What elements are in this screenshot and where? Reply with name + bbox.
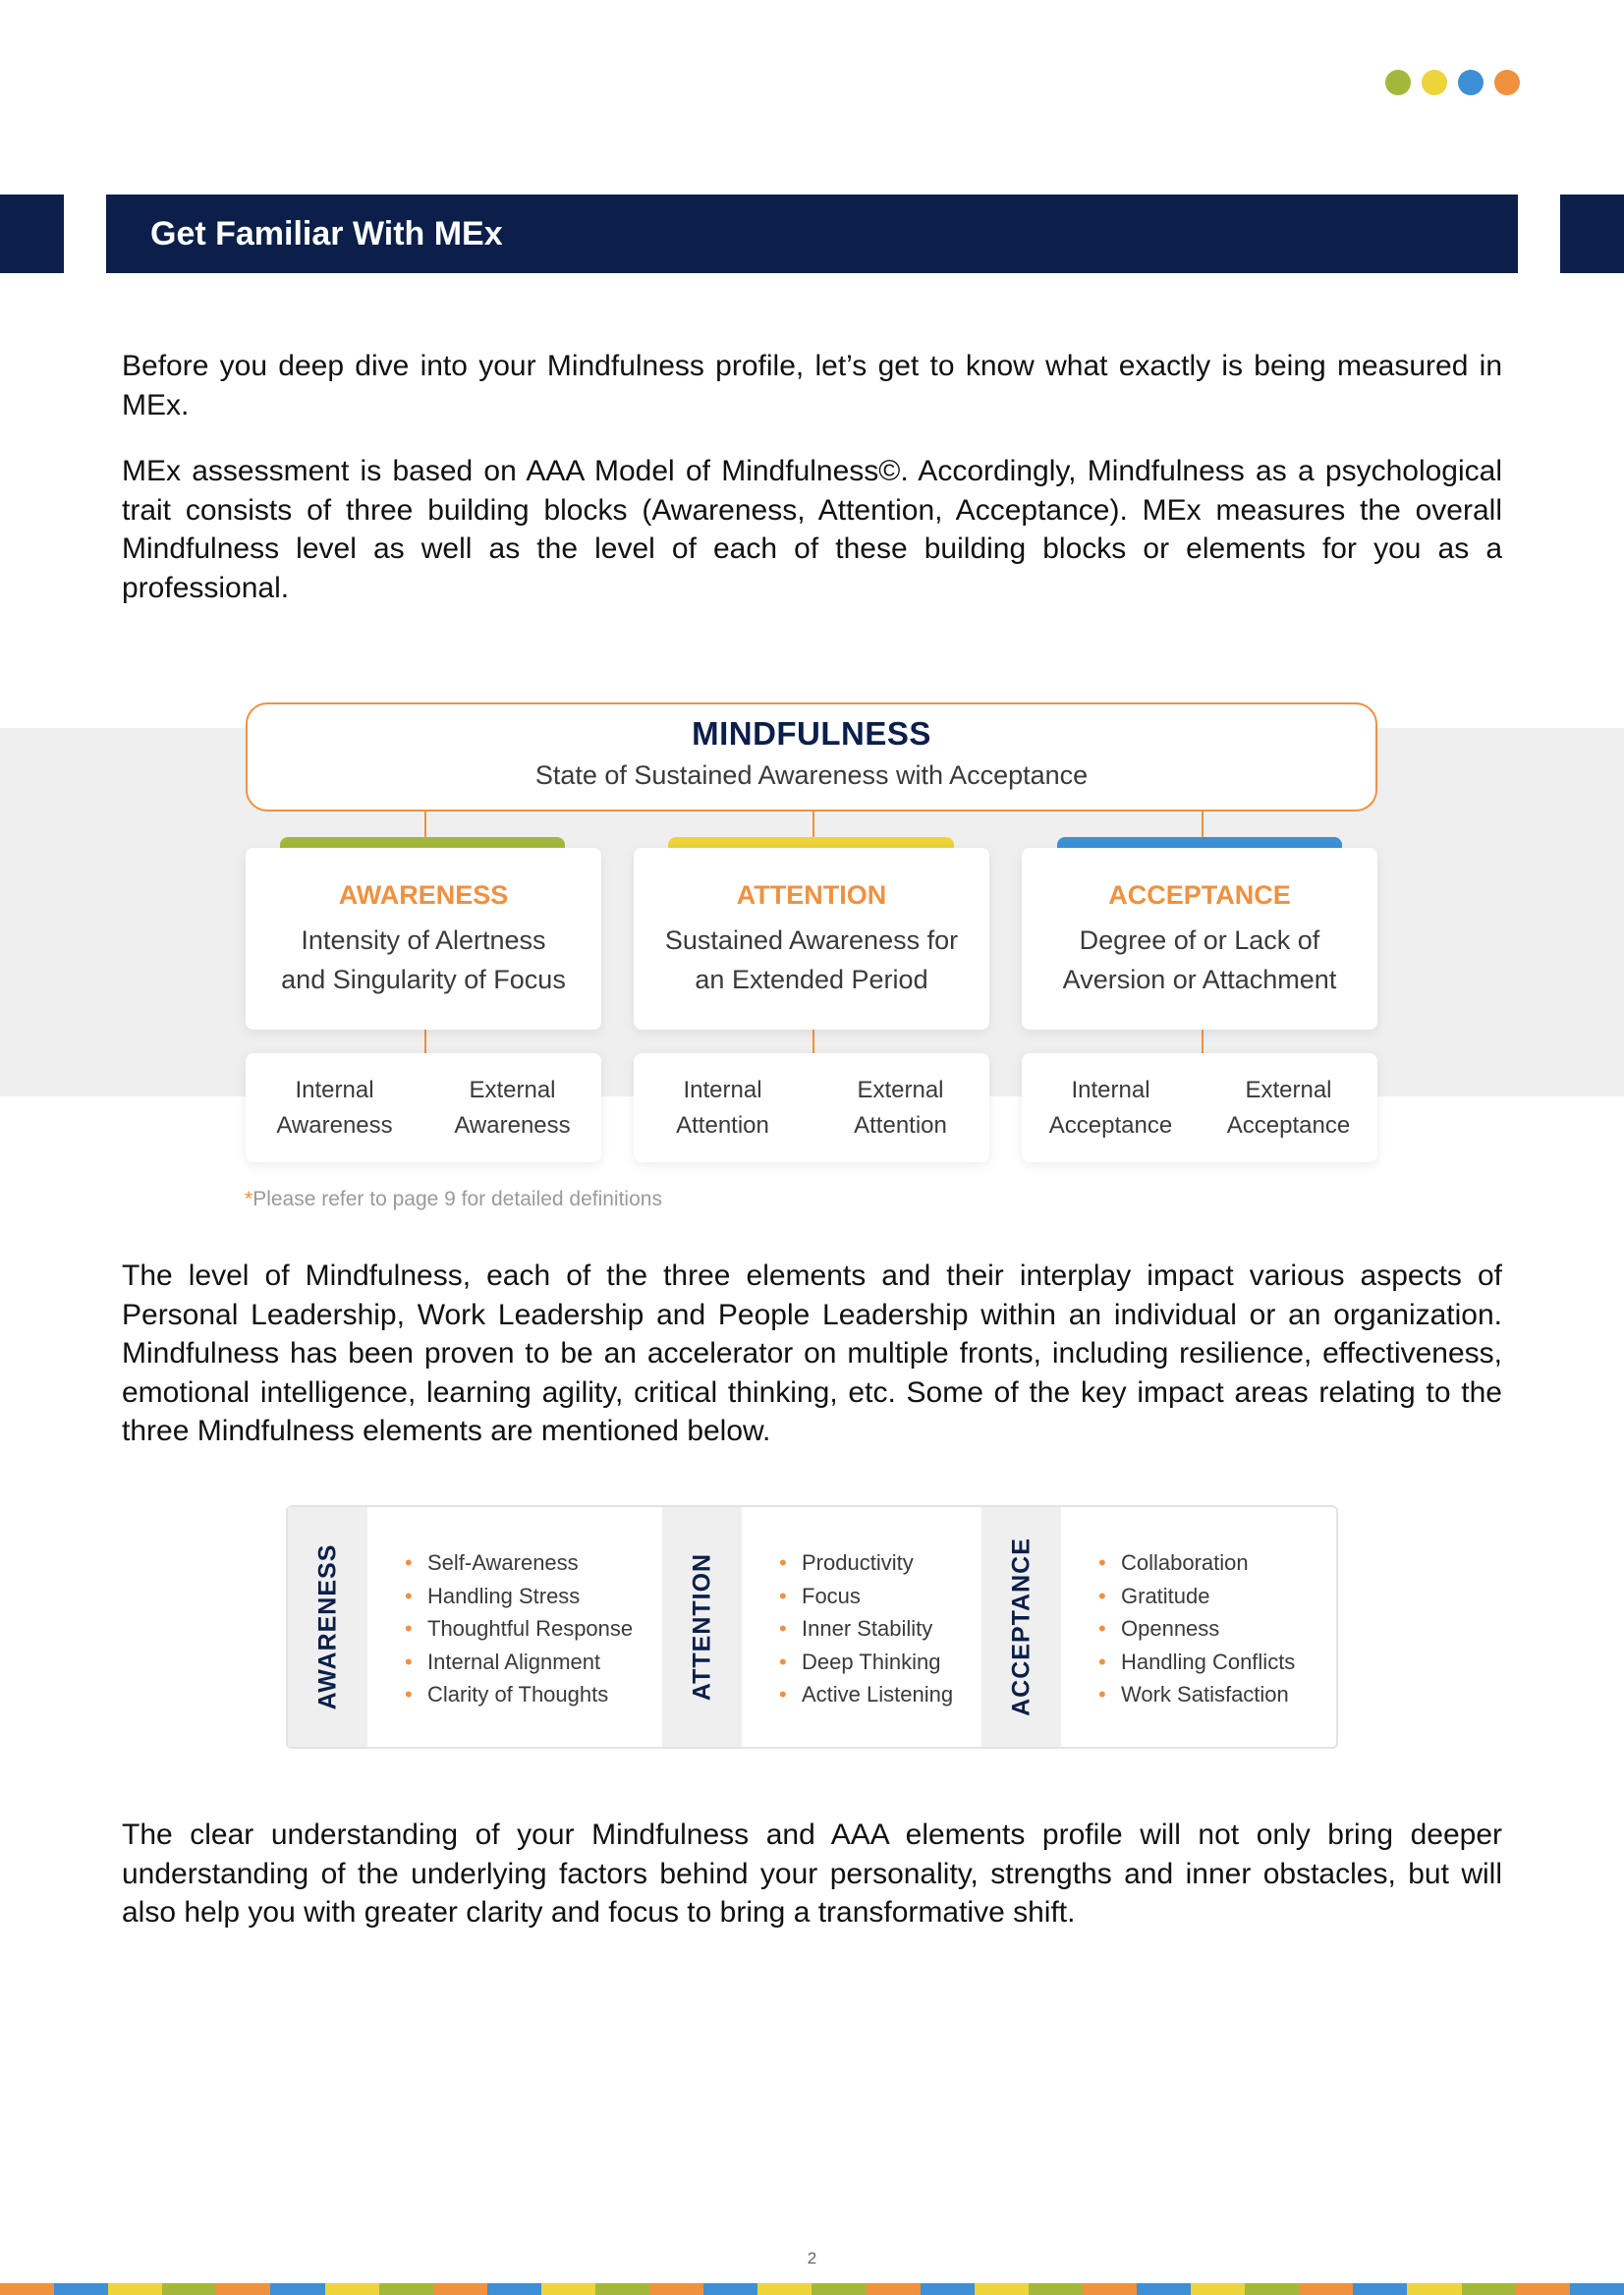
acceptance-subelements bbox=[1022, 1053, 1377, 1162]
header-accent-right bbox=[1560, 195, 1624, 273]
attention-impact-list bbox=[779, 1546, 953, 1711]
note-text: Please refer to page 9 for detailed definitions bbox=[252, 1188, 662, 1210]
footer-color-stripe bbox=[0, 2283, 1624, 2295]
connector-line bbox=[812, 1030, 814, 1053]
footer-stripe-segment bbox=[921, 2283, 975, 2295]
footer-stripe-segment bbox=[757, 2283, 812, 2295]
subelement-label: Acceptance bbox=[1048, 1112, 1173, 1139]
list-item: • Thoughtful Response bbox=[405, 1612, 633, 1646]
subelement-label: Acceptance bbox=[1226, 1112, 1351, 1139]
list-item: • Productivity bbox=[779, 1546, 953, 1580]
footer-stripe-segment bbox=[1570, 2283, 1624, 2295]
acceptance-impact-list bbox=[1098, 1546, 1295, 1711]
footer-stripe-segment bbox=[1462, 2283, 1516, 2295]
subelement-label: Attention bbox=[676, 1112, 769, 1139]
footer-stripe-segment bbox=[108, 2283, 162, 2295]
list-item: • Collaboration bbox=[1098, 1546, 1295, 1580]
footer-stripe-segment bbox=[1245, 2283, 1299, 2295]
footer-stripe-segment bbox=[812, 2283, 866, 2295]
footer-stripe-segment bbox=[649, 2283, 703, 2295]
list-item: • Openness bbox=[1098, 1612, 1295, 1646]
page-title: Get Familiar With MEx bbox=[150, 215, 503, 252]
footer-stripe-segment bbox=[1516, 2283, 1570, 2295]
list-item: • Work Satisfaction bbox=[1098, 1678, 1295, 1711]
subelement-external bbox=[1200, 1053, 1377, 1162]
list-item: • Internal Alignment bbox=[405, 1646, 633, 1679]
footer-stripe-segment bbox=[54, 2283, 108, 2295]
card-description-line: Intensity of Alertness bbox=[301, 925, 546, 955]
list-item: • Deep Thinking bbox=[779, 1646, 953, 1679]
list-item: • Active Listening bbox=[779, 1678, 953, 1711]
footer-stripe-segment bbox=[1083, 2283, 1137, 2295]
impact-label: AWARENESS bbox=[313, 1543, 341, 1710]
subelement-label: Internal bbox=[683, 1077, 762, 1103]
list-item: • Handling Conflicts bbox=[1098, 1646, 1295, 1679]
card-description-line: Aversion or Attachment bbox=[1062, 965, 1337, 994]
subelement-label: Awareness bbox=[276, 1112, 393, 1139]
subelement-label: Internal bbox=[295, 1077, 374, 1103]
footer-stripe-segment bbox=[867, 2283, 921, 2295]
subelement-internal bbox=[634, 1053, 812, 1162]
mindfulness-title: MINDFULNESS bbox=[692, 715, 931, 752]
subelement-label: External bbox=[857, 1077, 944, 1103]
footer-stripe-segment bbox=[1407, 2283, 1461, 2295]
blue-dot bbox=[1458, 70, 1484, 95]
attention-subelements bbox=[634, 1053, 989, 1162]
footer-stripe-segment bbox=[325, 2283, 379, 2295]
footer-stripe-segment bbox=[433, 2283, 487, 2295]
impact-label: ATTENTION bbox=[688, 1552, 715, 1702]
awareness-card bbox=[246, 848, 601, 1030]
card-description bbox=[1033, 921, 1367, 999]
awareness-impact-list bbox=[405, 1546, 633, 1711]
subelement-external bbox=[423, 1053, 601, 1162]
subelement-label: Internal bbox=[1071, 1077, 1150, 1103]
card-title: ATTENTION bbox=[736, 880, 887, 910]
intro-paragraph-1: Before you deep dive into your Mindfulness profile, let’s get to know what exactly is being measured in MEx. bbox=[122, 350, 1502, 421]
subelement-label: External bbox=[1245, 1077, 1332, 1103]
subelement-label: External bbox=[469, 1077, 556, 1103]
footer-stripe-segment bbox=[595, 2283, 649, 2295]
card-description-line: Degree of or Lack of bbox=[1079, 925, 1320, 955]
intro-paragraph-2: MEx assessment is based on AAA Model of Mindfulness©. Accordingly, Mindfulness as a psychological trait consists of three building blocks (Awareness, Attention, Acceptance). MEx measures the overall Mindfulness level as well as the level of each of these building blocks or elements for you as a professional. bbox=[122, 455, 1502, 604]
footer-stripe-segment bbox=[1137, 2283, 1191, 2295]
acceptance-label-box bbox=[981, 1507, 1061, 1747]
footer-stripe-segment bbox=[270, 2283, 324, 2295]
card-description bbox=[256, 921, 590, 999]
footer-stripe-segment bbox=[703, 2283, 757, 2295]
list-item: • Clarity of Thoughts bbox=[405, 1678, 633, 1711]
footer-stripe-segment bbox=[216, 2283, 270, 2295]
footer-stripe-segment bbox=[1353, 2283, 1407, 2295]
footer-stripe-segment bbox=[1191, 2283, 1245, 2295]
attention-card bbox=[634, 848, 989, 1030]
footer-stripe-segment bbox=[162, 2283, 216, 2295]
connector-line bbox=[424, 1030, 426, 1053]
impact-areas-box bbox=[286, 1505, 1338, 1749]
acceptance-card bbox=[1022, 848, 1377, 1030]
page-number: 2 bbox=[807, 2249, 817, 2267]
section-header bbox=[106, 195, 1518, 273]
impact-label: ACCEPTANCE bbox=[1007, 1538, 1035, 1716]
impact-paragraph: The level of Mindfulness, each of the three elements and their interplay impact various aspects of Personal Leadership, Work Leadership and People Leadership within an individual or an organization. Mindfulness has been proven to be an accelerator on multiple fronts, including resilience, effectiveness, emotional intelligence, learning agility, critical thinking, etc. Some of the key impact areas relating to the three Mindfulness elements are mentioned below. bbox=[122, 1259, 1502, 1447]
card-title: ACCEPTANCE bbox=[1108, 880, 1291, 910]
mindfulness-subtitle: State of Sustained Awareness with Acceptance bbox=[534, 760, 1089, 790]
subelement-external bbox=[812, 1053, 989, 1162]
subelement-internal bbox=[1022, 1053, 1200, 1162]
connector-line bbox=[1202, 812, 1204, 837]
card-description-line: an Extended Period bbox=[695, 965, 928, 994]
list-item: • Self-Awareness bbox=[405, 1546, 633, 1580]
list-item: • Focus bbox=[779, 1580, 953, 1613]
green-dot bbox=[1385, 70, 1411, 95]
awareness-subelements bbox=[246, 1053, 601, 1162]
subelement-internal bbox=[246, 1053, 423, 1162]
attention-label-box bbox=[662, 1507, 742, 1747]
yellow-dot bbox=[1422, 70, 1447, 95]
footer-stripe-segment bbox=[1299, 2283, 1353, 2295]
decorative-dots bbox=[1385, 70, 1520, 95]
list-item: • Handling Stress bbox=[405, 1580, 633, 1613]
footer-stripe-segment bbox=[487, 2283, 541, 2295]
note-asterisk: * bbox=[245, 1188, 253, 1210]
subelement-label: Attention bbox=[854, 1112, 947, 1139]
awareness-label-box bbox=[288, 1507, 367, 1747]
connector-line bbox=[812, 812, 814, 837]
card-description-line: and Singularity of Focus bbox=[281, 965, 566, 994]
mindfulness-box bbox=[246, 702, 1377, 812]
header-accent-left bbox=[0, 195, 64, 273]
card-title: AWARENESS bbox=[338, 880, 509, 910]
connector-line bbox=[424, 812, 426, 837]
footer-stripe-segment bbox=[0, 2283, 54, 2295]
list-item: • Gratitude bbox=[1098, 1580, 1295, 1613]
footer-stripe-segment bbox=[541, 2283, 595, 2295]
list-item: • Inner Stability bbox=[779, 1612, 953, 1646]
subelement-label: Awareness bbox=[454, 1112, 571, 1139]
footer-stripe-segment bbox=[1029, 2283, 1083, 2295]
orange-dot bbox=[1494, 70, 1520, 95]
card-description-line: Sustained Awareness for bbox=[664, 925, 959, 955]
footer-stripe-segment bbox=[379, 2283, 433, 2295]
card-description bbox=[644, 921, 979, 999]
connector-line bbox=[1202, 1030, 1204, 1053]
definitions-note bbox=[245, 1188, 662, 1211]
closing-paragraph: The clear understanding of your Mindfulness and AAA elements profile will not only bring deeper understanding of the underlying factors behind your personality, strengths and inner obstacles, but will also help you with greater clarity and focus to bring a transformative shift. bbox=[122, 1819, 1502, 1929]
footer-stripe-segment bbox=[975, 2283, 1029, 2295]
